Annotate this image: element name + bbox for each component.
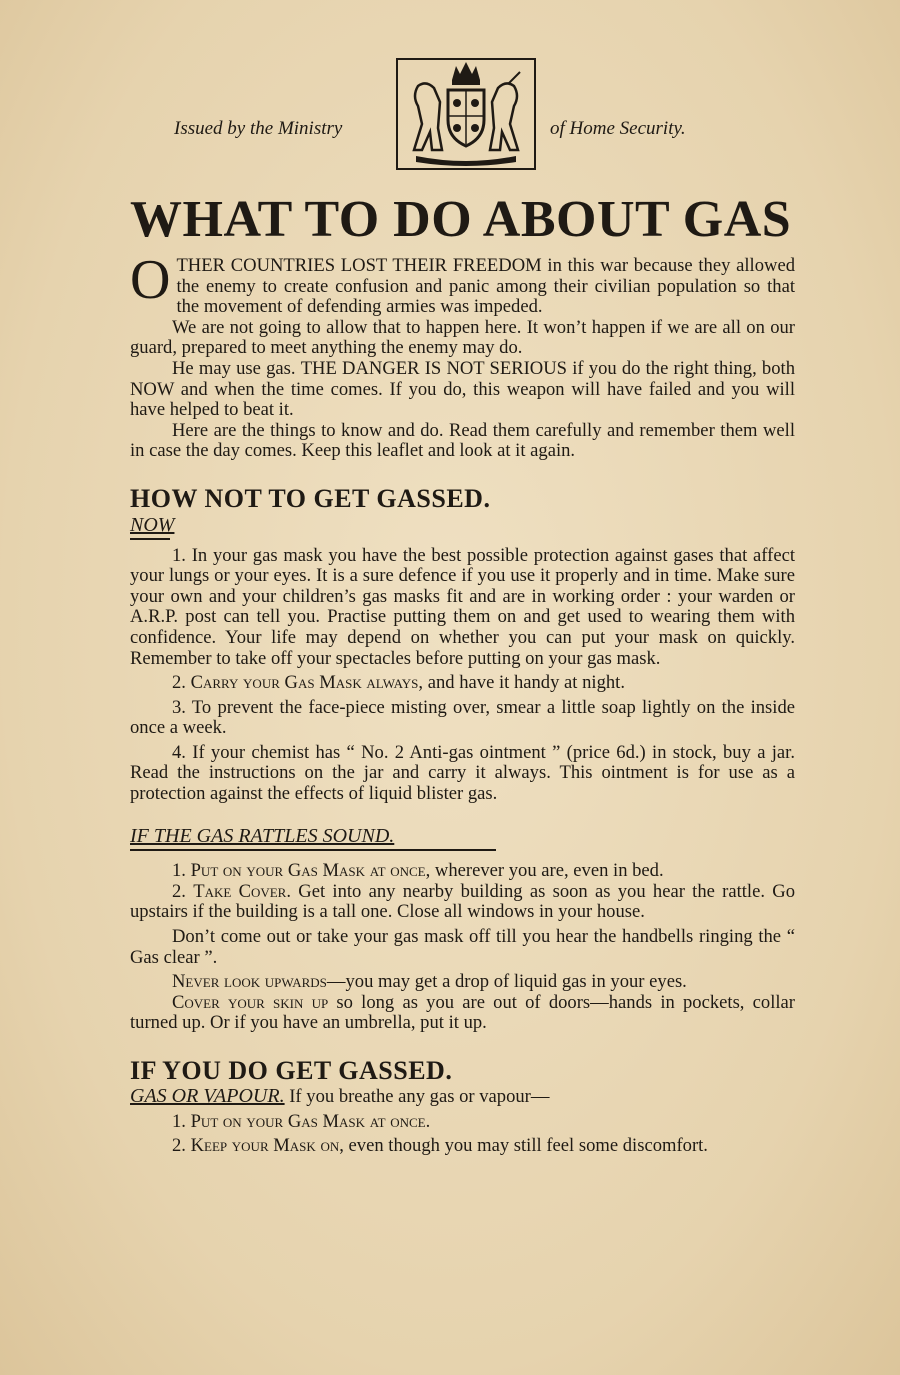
intro-paragraph-3 (130, 359, 795, 421)
issued-by-left: Issued by the Ministry (174, 118, 343, 139)
now-item-3: 3. To prevent the face-piece misting over, smear a little soap lightly on the inside once a week. (130, 696, 795, 739)
item-smallcaps: Take Cover. (193, 880, 292, 902)
item-number: 1. (172, 860, 191, 882)
intro-p3-a: He may use gas. (172, 357, 301, 379)
divider (130, 538, 170, 540)
item-smallcaps: Cover your skin up (172, 991, 329, 1013)
gas-or-vapour-line (130, 1086, 795, 1108)
intro-paragraph-2: We are not going to allow that to happen here. It won’t happen if we are all on our guard, prepared to meet anything the enemy may do. (130, 316, 795, 359)
section-heading-how-not: HOW NOT TO GET GASSED. (130, 483, 491, 513)
item-smallcaps: Carry your Gas Mask always, (190, 672, 424, 694)
intro-p3-smallcaps: THE DANGER IS NOT SERIOUS (300, 357, 568, 379)
drop-cap: O (130, 249, 171, 311)
item-smallcaps: Never look upwards (172, 971, 327, 993)
now-item-4: 4. If your chemist has “ No. 2 Anti-gas ointment ” (price 6d.) in stock, buy a jar. Read the instructions on the jar and carry it always. This ointment is for use as a protection against the effects of liquid blister gas. (130, 741, 795, 805)
royal-coat-of-arms-icon (396, 58, 536, 170)
item-text: Get into any nearby building as soon as you hear the rattle. Go upstairs if the building is a tall one. Close all windows in your house. (130, 880, 795, 923)
intro-paragraph-4: Here are the things to know and do. Read them carefully and remember them well in case the day comes. Keep this leaflet and look at it again. (130, 419, 795, 462)
now-item-2 (130, 673, 795, 694)
item-text: even though you may still feel some discomfort. (343, 1135, 708, 1157)
intro-text: in this war because they allowed the enemy to create confusion and panic among their civilian population so that the movement of defending armies was impeded. (176, 255, 795, 318)
intro-p3-b: if you do the right thing, both NOW and when the time comes. If you do, this weapon will have failed and you will have helped to beat it. (130, 357, 795, 421)
rattles-paragraph-5 (130, 993, 795, 1034)
item-number: 1. (172, 1110, 191, 1132)
subheading-gas-rattles: IF THE GAS RATTLES SOUND. (130, 824, 395, 847)
rattles-item-1 (130, 861, 795, 882)
gas-or-vapour-lead: If you breathe any gas or vapour— (284, 1086, 550, 1107)
intro-paragraph-1 (130, 249, 795, 318)
page-title: WHAT TO DO ABOUT GAS (130, 191, 792, 248)
subheading-now: NOW (130, 513, 175, 536)
item-text: wherever you are, even in bed. (430, 860, 664, 882)
rattles-paragraph-4 (130, 972, 795, 993)
gassed-item-1 (130, 1112, 795, 1133)
item-text: so long as you are out of doors—hands in pockets, collar turned up. Or if you have an umbrella, put it up. (130, 991, 795, 1034)
intro-smallcaps: THER COUNTRIES LOST THEIR FREEDOM (176, 255, 542, 276)
leaflet-body (130, 249, 795, 1157)
item-number: 2. (172, 1135, 191, 1157)
gassed-item-2 (130, 1136, 795, 1157)
issued-by-right: of Home Security. (550, 118, 686, 139)
rattles-paragraph-3: Don’t come out or take your gas mask off till you hear the handbells ringing the “ Gas clear ”. (130, 926, 795, 968)
item-text: —you may get a drop of liquid gas in your eyes. (326, 971, 687, 993)
item-smallcaps: Put on your Gas Mask at once, (190, 860, 431, 882)
item-number: 2. (172, 880, 194, 902)
divider (130, 849, 496, 851)
item-smallcaps: Keep your Mask on, (190, 1135, 344, 1157)
item-text: and have it handy at night. (423, 672, 625, 694)
section-heading-if-gassed: IF YOU DO GET GASSED. (130, 1056, 453, 1085)
now-item-1: 1. In your gas mask you have the best possible protection against gases that affect your lungs or your eyes. It is a sure defence if you use it properly and in time. Make sure your own and your children’s gas masks fit and are in working order : your warden or A.R.P. post can tell you. Practise putting them on and get used to wearing them with confidence. Your life may depend on whether you can put your mask on quickly. Remember to take off your spectacles before putting on your gas mask. (130, 544, 795, 669)
item-smallcaps: Put on your Gas Mask at once. (190, 1110, 431, 1132)
header (0, 58, 900, 178)
subheading-gas-or-vapour: GAS OR VAPOUR. (130, 1085, 285, 1107)
rattles-item-2 (130, 882, 795, 923)
item-number: 2. (172, 672, 191, 694)
